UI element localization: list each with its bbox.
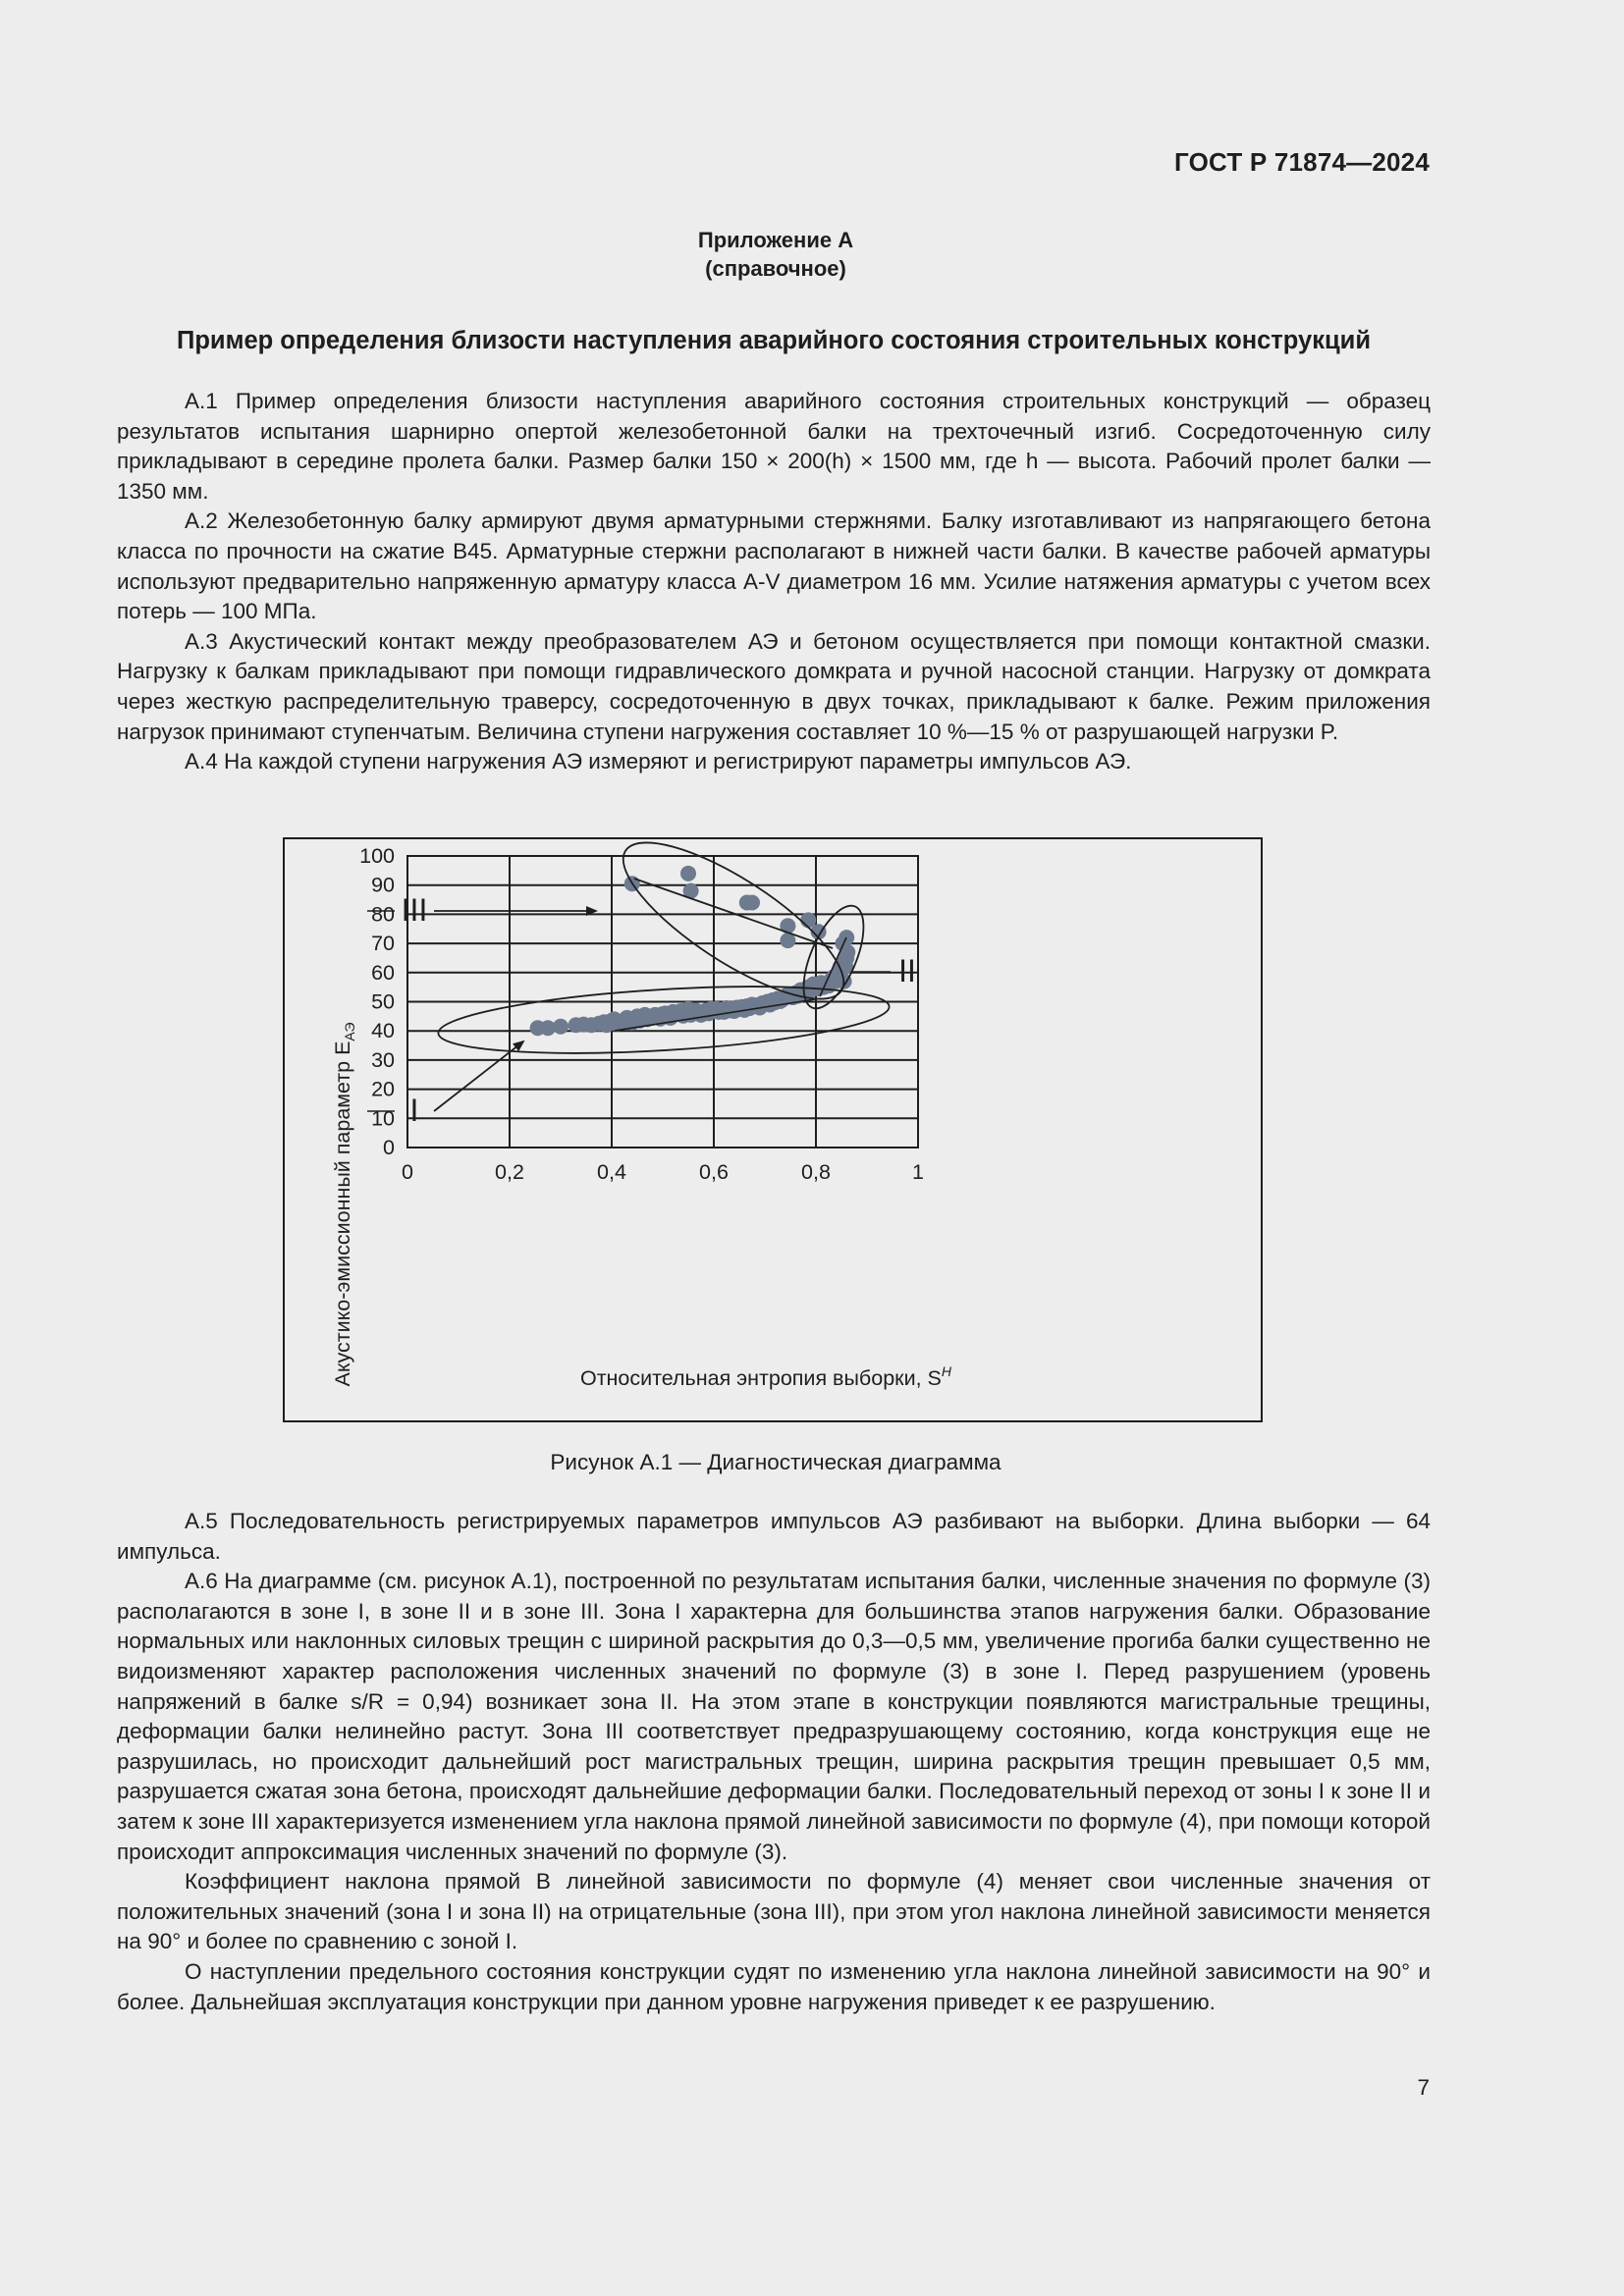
page-number: 7 [1417,2075,1430,2100]
x-tick-label: 0 [402,1160,413,1184]
y-tick-label: 50 [371,989,395,1014]
zone-2-label: II [898,953,916,988]
appendix-title: Пример определения близости наступления аварийного состояния строительных конструкций [177,327,1371,354]
zone-1-label: I [409,1093,419,1128]
y-axis-label-sub: АЭ [342,1022,357,1041]
y-tick-label: 90 [371,873,395,897]
data-point [744,895,760,911]
x-tick-label: 0,2 [495,1160,524,1184]
x-axis-label-sup: H [941,1363,952,1379]
appendix-heading [0,226,1551,283]
y-tick-label: 20 [371,1077,395,1101]
chart-grid [407,856,918,1148]
text-block-after-figure [117,1507,1431,2017]
x-axis-label [580,1363,952,1390]
y-axis-label-main: Акустико-эмиссионный параметр E [331,1041,354,1387]
appendix-status: (справочное) [705,256,846,281]
x-tick-label: 0,4 [597,1160,626,1184]
y-tick-label: 30 [371,1047,395,1072]
x-tick-label: 0,6 [699,1160,729,1184]
x-tick-label: 0,8 [801,1160,831,1184]
paragraph-a2: А.2 Железобетонную балку армируют двумя арматурными стержнями. Балку изготавливают из напрягающего бетона класса по прочности на сжатие В45. Арматурные стержни располагают в нижней части балки. В качестве рабочей арматуры используют предварительно напряженную арматуру класса А-V диаметром 16 мм. Усилие натяжения арматуры с учетом всех потерь — 100 МПа. [117,508,1431,624]
data-point [680,866,696,881]
y-tick-label: 10 [371,1106,395,1131]
x-axis-label-main: Относительная энтропия выборки, S [579,1366,942,1390]
paragraph-a4: А.4 На каждой ступени нагружения АЭ измеряют и регистрируют параметры импульсов АЭ. [185,749,1132,774]
paragraph-a6: А.6 На диаграмме (см. рисунок А.1), построенной по результатам испытания балки, численные значения по формуле (3) располагаются в зоне I, в зоне II и в зоне III. Зона I характерна для большинства этапов нагружения балки. Образование нормальных или наклонных силовых трещин с шириной раскрытия до 0,3—0,5 мм, увеличение прогиба балки существенно не видоизменяют характер расположения численных значений по формуле (3) в зоне I. Перед разрушением (уровень напряжений в балке s/R = 0,94) возникает зона II. На этом этапе в конструкции появляются магистральные трещины, деформации балки нелинейно растут. Зона III соответствует предразрушающему состоянию, когда конструкция еще не разрушилась, но происходит дальнейший рост магистральных трещин, ширина раскрытия трещин превышает 0,5 мм, разрушается сжатая зона бетона, происходят дальнейшие деформации балки. Последовательный переход от зоны I к зоне II и затем к зоне III характеризуется изменением угла наклона прямой линейной зависимости по формуле (4), при помощи которой происходит аппроксимация численных значений по формуле (3). [117,1569,1431,1864]
paragraph-a5: А.5 Последовательность регистрируемых параметров импульсов АЭ разбивают на выборки. Длина выборки — 64 импульса. [117,1509,1431,1564]
y-tick-label: 70 [371,932,395,956]
standard-number: ГОСТ Р 71874—2024 [1174,147,1430,177]
y-tick-label: 60 [371,960,395,985]
figure-caption: Рисунок А.1 — Диагностическая диаграмма [550,1450,1001,1474]
paragraph-slope: Коэффициент наклона прямой B линейной зависимости по формуле (4) меняет свои численные значения от положительных значений (зона I и зона II) на отрицательные (зона III), при этом угол наклона линейной зависимости меняется на 90° и более по сравнению с зоной I. [117,1869,1431,1954]
paragraph-conclusion: О наступлении предельного состояния конструкции судят по изменению угла наклона линейной зависимости на 90° и более. Дальнейшая эксплуатация конструкции при данном уровне нагружения приведет к ее разрушению. [117,1958,1431,2014]
appendix-label: Приложение А [697,228,854,252]
y-tick-label: 40 [371,1019,395,1043]
figure-frame [283,837,1263,1422]
diagnostic-chart [285,839,1261,1420]
zone-3-label: III [401,892,428,928]
paragraph-a1: А.1 Пример определения близости наступления аварийного состояния строительных конструкций — образец результатов испытания шарнирно опертой железобетонной балки на трехточечный изгиб. Сосредоточенную силу прикладывают в середине пролета балки. Размер балки 150 × 200(h) × 1500 мм, где h — высота. Рабочий пролет балки — 1350 мм. [117,389,1431,504]
x-tick-label: 1 [912,1160,924,1184]
paragraph-a3: А.3 Акустический контакт между преобразователем АЭ и бетоном осуществляется при помощи контактной смазки. Нагрузку к балкам прикладывают при помощи гидравлического домкрата и ручной насосной станции. Нагрузку от домкрата через жесткую распределительную траверсу, сосредоточенную в двух точках, прикладывают к балке. Режим приложения нагрузок принимают ступенчатым. Величина ступени нагружения составляет 10 %—15 % от разрушающей нагрузки P. [117,628,1431,744]
text-block-before-figure [117,387,1431,777]
y-axis-label [331,1022,357,1386]
y-tick-label: 100 [359,844,395,868]
y-tick-label: 0 [383,1136,395,1159]
data-point [553,1019,568,1035]
y-tick-label: 80 [371,902,395,927]
